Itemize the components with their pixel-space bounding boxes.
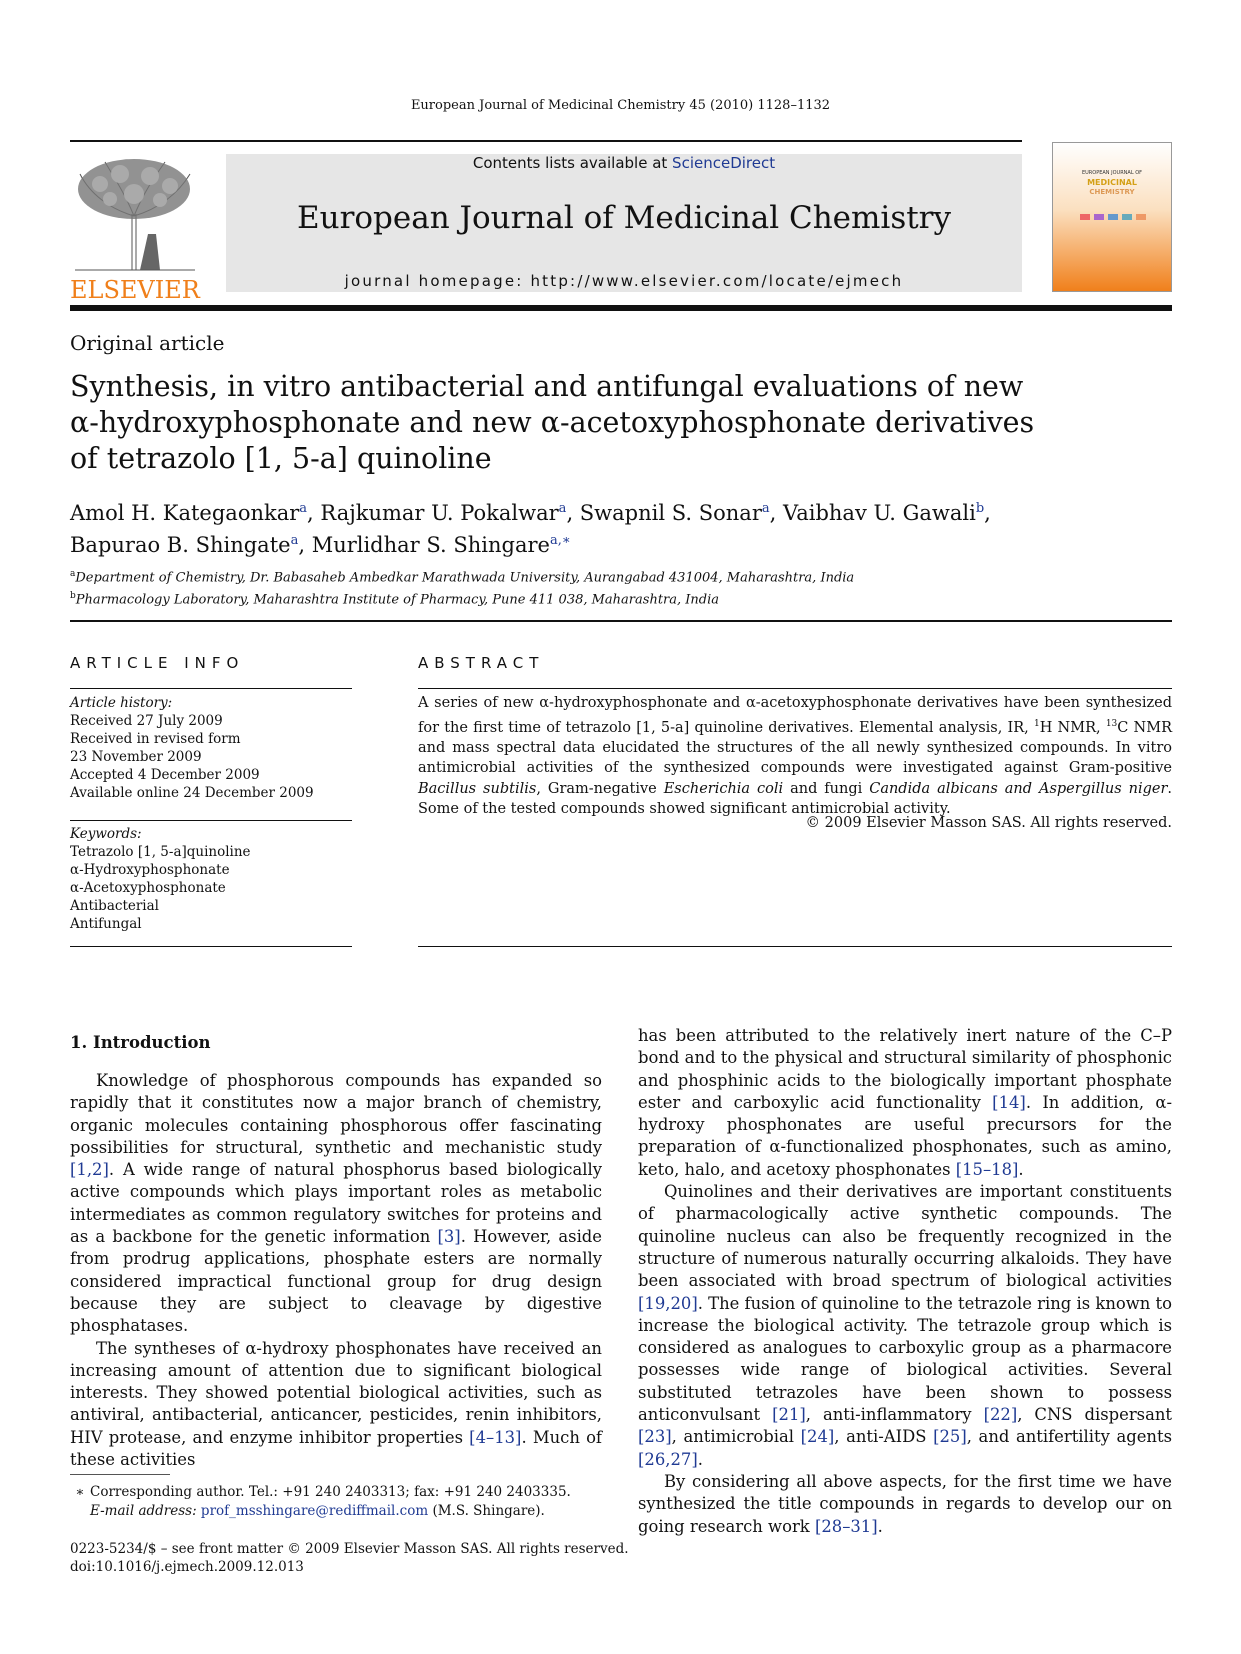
history-item: Received in revised form xyxy=(70,731,241,747)
corresponding-author-footnote xyxy=(70,1483,610,1521)
citation-link[interactable]: [28–31] xyxy=(814,1516,878,1536)
text-run: , anti-inflammatory xyxy=(805,1405,984,1425)
abstract-part: C NMR and mass spectral data elucidated the structures of the all newly synthesized compounds. In vitro antimicrobial activities of the synthesized compounds were investigated against Gram-positive xyxy=(418,719,1173,777)
article-title xyxy=(70,369,1070,477)
citation-link[interactable]: [23] xyxy=(638,1427,672,1447)
title-line-3: of tetrazolo [1, 5-a] quinoline xyxy=(70,442,492,475)
affiliation-mark[interactable]: a xyxy=(558,501,567,516)
citation-link[interactable]: [25] xyxy=(933,1427,967,1447)
author-name[interactable]: Vaibhav U. Gawali xyxy=(782,501,976,525)
history-label: Article history: xyxy=(70,695,173,711)
abstract-part: A series of new α-hydroxyphosphonate and α-acetoxyphosphonate derivatives have been synthesized for the first time of tetrazolo [1, 5-a] quinoline derivatives. Elemental analysis, IR, xyxy=(418,695,1172,736)
text-run: . xyxy=(1018,1159,1024,1179)
history-item: Accepted 4 December 2009 xyxy=(70,767,260,783)
affiliation-label: b xyxy=(70,591,76,602)
keywords xyxy=(70,825,352,933)
citation-link[interactable]: [22] xyxy=(983,1405,1018,1425)
paragraph xyxy=(70,1338,602,1472)
paragraph xyxy=(638,1471,1172,1538)
keyword: α-Acetoxyphosphonate xyxy=(70,880,226,896)
keywords-rule xyxy=(70,820,352,821)
cover-title-1: EUROPEAN JOURNAL OF xyxy=(1081,170,1143,176)
footnote-line-2 xyxy=(70,1502,610,1521)
abstract-heading: ABSTRACT xyxy=(418,654,545,672)
text-run: . However, aside from prodrug applications, phosphate esters are normally considered impractical functional group for drug design because they are subject to cleavage by digestive phosphatases. xyxy=(70,1227,603,1336)
affiliation-mark[interactable]: a,∗ xyxy=(549,533,571,548)
affiliation-a xyxy=(70,565,1170,587)
title-line-2: α-hydroxyphosphonate and new α-acetoxyphosphonate derivatives xyxy=(70,406,1035,439)
text-run: By considering all above aspects, for the first time we have synthesized the title compounds in regards to develop our on going research work xyxy=(638,1471,1172,1536)
citation-link[interactable]: [19,20] xyxy=(638,1293,698,1313)
author-name[interactable]: Bapurao B. Shingate xyxy=(70,533,291,557)
text-run: Quinolines and their derivatives are important constituents of pharmacologically active synthetic compounds. The quinoline nucleus can also be frequently recognized in the structure of numerous naturally occurring alkaloids. They have been associated with broad spectrum of biological activities xyxy=(638,1182,1172,1291)
text-run: , CNS dispersant xyxy=(1017,1405,1172,1425)
email-link[interactable]: prof_msshingare@rediffmail.com xyxy=(200,1503,429,1519)
affiliation-b xyxy=(70,587,1170,609)
citation-link[interactable]: [14] xyxy=(992,1092,1026,1112)
text-run: The syntheses of α-hydroxy phosphonates have received an increasing amount of attention due to significant biological interests. They showed potential biological activities, such as antiviral, antibacterial, anticancer, pesticides, renin inhibitors, HIV protease, and enzyme inhibitor properties xyxy=(70,1338,602,1447)
author-line-2: Bapurao B. Shingate$^a$, Murlidhar S. Shingare$^{a,∗}$ xyxy=(70,533,571,557)
superscript: 13 xyxy=(1105,718,1118,729)
title-line-1: Synthesis, in vitro antibacterial and antifungal evaluations of new xyxy=(70,370,1024,403)
keyword: Tetrazolo [1, 5-a]quinoline xyxy=(70,844,251,860)
section-rule xyxy=(70,620,1172,622)
article-info-heading: ARTICLE INFO xyxy=(70,654,245,672)
journal-homepage[interactable]: journal homepage: http://www.elsevier.com/locate/ejmech xyxy=(344,272,904,290)
text-run: . A wide range of natural phosphorus based biologically active compounds which plays important roles as metabolic intermediates as common regulatory switches for proteins and as a backbone for the genetic information xyxy=(70,1160,602,1247)
affiliation-mark[interactable]: b xyxy=(975,501,985,516)
journal-citation: European Journal of Medicinal Chemistry 45 (2010) 1128–1132 xyxy=(410,98,831,113)
intro-right-column xyxy=(638,1025,1172,1538)
cover-image xyxy=(1052,142,1172,292)
citation-link[interactable]: [4–13] xyxy=(469,1427,522,1447)
footnote-star: ∗ xyxy=(75,1484,85,1500)
citation-link[interactable]: [15–18] xyxy=(955,1159,1019,1179)
contents-prefix: Contents lists available at xyxy=(472,154,673,172)
doi[interactable]: doi:10.1016/j.ejmech.2009.12.013 xyxy=(70,1559,304,1575)
email-label: E-mail address: xyxy=(90,1503,201,1519)
abstract-rule xyxy=(418,688,1172,689)
info-bottom-rule xyxy=(70,946,352,947)
cover-title-2: MEDICINAL xyxy=(1087,178,1137,187)
text-run: has been attributed to the relatively inert nature of the C–P bond and to the physical and structural similarity of phosphonic and phosphinic acids to the biologically important phosphate ester and carboxylic acid functionality xyxy=(638,1026,1172,1112)
superscript: 1 xyxy=(1033,718,1040,729)
abstract-part: . Some of the tested compounds showed significant antimicrobial activity. xyxy=(418,780,1172,818)
introduction-heading: 1. Introduction xyxy=(70,1033,211,1052)
tree-icon xyxy=(70,154,200,272)
author-line-1: Amol H. Kategaonkar$^a$, Rajkumar U. Pokalwar$^a$, Swapnil S. Sonar$^a$, Vaibhav U. Gawali$^b$, xyxy=(70,501,991,525)
keyword: α-Hydroxyphosphonate xyxy=(70,862,230,878)
affiliation-label: a xyxy=(70,569,76,579)
masthead-rule xyxy=(70,305,1172,311)
keyword: Antifungal xyxy=(70,916,142,932)
affiliation-mark[interactable]: a xyxy=(761,501,770,516)
text-run: . xyxy=(697,1449,703,1469)
affiliation-text: Department of Chemistry, Dr. Babasaheb Ambedkar Marathwada University, Aurangabad 431004, Maharashtra, India xyxy=(75,570,855,586)
text-run: Knowledge of phosphorous compounds has expanded so rapidly that it constitutes now a major branch of chemistry, organic molecules containing phosphorous offer fascinating possibilities for structural, synthetic and mechanistic study xyxy=(70,1071,602,1157)
citation-link[interactable]: [26,27] xyxy=(638,1449,698,1469)
text-run: . Much of these activities xyxy=(70,1427,602,1470)
text-run: , and antifertility agents xyxy=(966,1427,1172,1447)
affiliations xyxy=(70,565,1170,610)
author-name[interactable]: Murlidhar S. Shingare xyxy=(311,533,550,557)
text-run: , anti-AIDS xyxy=(834,1427,934,1447)
text-run: , antimicrobial xyxy=(671,1427,801,1447)
affiliation-text: Pharmacology Laboratory, Maharashtra Institute of Pharmacy, Pune 411 038, Maharashtra, India xyxy=(75,592,720,608)
abstract-bottom-rule xyxy=(418,946,1172,947)
elsevier-wordmark: ELSEVIER xyxy=(70,276,200,304)
front-matter: 0223-5234/$ – see front matter © 2009 Elsevier Masson SAS. All rights reserved. xyxy=(70,1541,629,1557)
abstract-part: H NMR, xyxy=(1039,719,1106,736)
citation-link[interactable]: [3] xyxy=(437,1227,461,1247)
cover-title-3: CHEMISTRY xyxy=(1089,188,1135,196)
organism-name: Escherichia coli xyxy=(663,780,784,797)
organism-name: Bacillus subtilis xyxy=(418,780,537,797)
keyword: Antibacterial xyxy=(70,898,159,914)
text-run: . The fusion of quinoline to the tetrazole ring is known to increase the biological activity. The tetrazole group which is considered as analogues to carboxylic group as a pharmacore possesses wide range of biological activities. Several substituted tetrazoles have been shown to possess anticonvulsant xyxy=(638,1293,1172,1425)
footnote-line-1 xyxy=(70,1483,610,1502)
text-run: . In addition, α-hydroxy phosphonates are useful precursors for the preparation of α-functionalized phosphonates, such as amino, keto, halo, and acetoxy phosphonates xyxy=(638,1092,1172,1179)
history-item: Available online 24 December 2009 xyxy=(70,785,314,801)
citation-link[interactable]: [1,2] xyxy=(70,1160,109,1180)
journal-cover[interactable] xyxy=(1052,142,1172,292)
abstract-part: and fungi xyxy=(783,780,870,797)
email-owner: (M.S. Shingare). xyxy=(428,1503,545,1519)
organism-name: Candida albicans and Aspergillus niger xyxy=(869,780,1168,797)
journal-title: European Journal of Medicinal Chemistry xyxy=(296,200,952,236)
citation-link[interactable]: [21] xyxy=(772,1405,806,1425)
abstract-copyright: © 2009 Elsevier Masson SAS. All rights reserved. xyxy=(805,815,1172,831)
author-list xyxy=(70,495,1170,559)
elsevier-logo[interactable] xyxy=(70,154,200,304)
article-info-rule xyxy=(70,688,352,689)
paragraph xyxy=(70,1070,602,1338)
article-type: Original article xyxy=(70,331,225,355)
history-item: Received 27 July 2009 xyxy=(70,713,223,729)
footnote-rule xyxy=(70,1474,170,1475)
paragraph xyxy=(638,1181,1172,1471)
keywords-label: Keywords: xyxy=(70,826,142,842)
article-history xyxy=(70,694,352,802)
history-item: 23 November 2009 xyxy=(70,749,202,765)
abstract-part: , Gram-negative xyxy=(536,780,664,797)
sciencedirect-link[interactable]: ScienceDirect xyxy=(672,154,776,172)
affiliation-mark[interactable]: a xyxy=(290,533,299,548)
affiliation-mark[interactable]: a xyxy=(299,501,308,516)
author-name[interactable]: Rajkumar U. Pokalwar xyxy=(320,501,559,525)
page-footer xyxy=(70,1540,630,1576)
intro-left-column xyxy=(70,1070,602,1471)
author-name[interactable]: Swapnil S. Sonar xyxy=(579,501,762,525)
abstract-text xyxy=(418,693,1172,820)
text-run: . xyxy=(877,1516,883,1536)
contents-line xyxy=(226,154,1022,172)
header-rule xyxy=(70,140,1022,142)
author-name[interactable]: Amol H. Kategaonkar xyxy=(70,501,300,525)
paragraph xyxy=(638,1025,1172,1181)
citation-link[interactable]: [24] xyxy=(800,1427,835,1447)
footnote-contact: Corresponding author. Tel.: +91 240 2403313; fax: +91 240 2403335. xyxy=(90,1484,571,1500)
